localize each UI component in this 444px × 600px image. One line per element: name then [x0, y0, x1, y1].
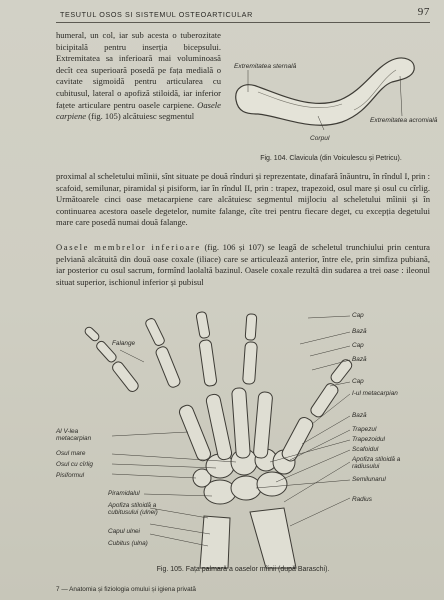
- label-left-4: Pisiformul: [56, 472, 85, 479]
- figure-104-caption: Fig. 104. Clavicula (din Voiculescu și Petricu).: [260, 155, 402, 162]
- carpal-term: Oasele carpiene: [56, 99, 221, 122]
- label-left-2: Osul mare: [56, 450, 86, 457]
- label-left-0: Falange: [112, 340, 136, 347]
- label-right-10: Apofiza stiloidă a radiusului: [352, 456, 401, 470]
- figure-105-caption: Fig. 105. Fața palmară a oaselor mîinii (după Baraschi).: [156, 566, 330, 573]
- label-left-3: Osul cu cîrlig: [56, 461, 93, 468]
- label-left-5: Piramidalul: [108, 490, 140, 497]
- lower-limb-text: (fig. 106 și 107) se leagă de scheletul trunchiului prin centura pelviană alcătuită din două oase coxale (iliace) care se articulează anterior, între ele, prin simfiza pubiană, iar posterior cu osul sacrum, formînd laolaltă bazinul. Oasele coxale rezultă din sudarea a trei oase : ileonul situat superior, ischionul inferior și pubisul: [56, 242, 430, 287]
- lower-limb-paragraph: [56, 242, 430, 288]
- metacarpal-2: [253, 392, 273, 459]
- label-right-3: Bază: [352, 356, 367, 363]
- label-left-1: Al V-lea metacarpian: [56, 428, 92, 442]
- label-right-12: Radius: [352, 496, 372, 503]
- label-right-9: Scafoidul: [352, 446, 379, 453]
- intro-column-text: [56, 30, 221, 123]
- clavicle-figure: [224, 30, 438, 164]
- metacarpal-5: [178, 403, 213, 462]
- label-right-8: Trapezoidul: [352, 436, 385, 443]
- metacarpal-1: [280, 415, 315, 463]
- label-right-5: I-ul metacarpian: [352, 390, 398, 397]
- intro-tail: (fig. 105) alcătuiesc segmentul: [86, 111, 195, 122]
- label-right-0: Cap: [352, 312, 364, 319]
- label-left-7: Capul ulnei: [108, 528, 140, 535]
- acromial-label: Extremitatea acromială: [370, 117, 438, 124]
- intro-text: humeral, un col, iar sub acesta o tuberozitate bicipitală pentru inserția bicepsului. Extremitatea sa inferioară mai voluminoasă decît cea superioară posedă pe fața medială o cavitate sigmoidă pentru articularea cu cubitusul, lateral o apofiză stiloidă, iar inferior fațete articulare pentru oasele carpiene.: [56, 30, 221, 110]
- chapter-title: TESUTUL OSOS SI SISTEMUL OSTEOARTICULAR: [60, 10, 253, 19]
- sternal-label: Extremitatea sternală: [234, 63, 297, 70]
- carpal-paragraph: proximal al scheletului mîinii, sînt situate pe două rînduri și reprezentate, dinafară înăuntru, în rîndul I, prin : scafoid, semilunar, piramidal și pisiform, iar în rîndul II, prin : trapez, trapezoid, osul mare și osul cu cîrlig. Următoarele cinci oase metacarpiene care alcătuiesc segmentul mijlociu al scheletului mîinii și în continuarea acestora oasele degetelor, numite falange, cîte trei pentru fiecare deget, cu excepția degetului mare care posedă numai două falange.: [56, 171, 430, 228]
- page-footer: 7 — Anatomia și fiziologia omului și igiena privată: [56, 586, 196, 593]
- label-right-7: Trapezul: [352, 426, 377, 433]
- label-right-1: Bază: [352, 328, 367, 335]
- label-right-6: Bază: [352, 412, 367, 419]
- page-number: 97: [417, 6, 430, 18]
- label-left-6: Apofiza stiloidă a cubitusului (ulnei): [108, 502, 158, 516]
- label-right-4: Cap: [352, 378, 364, 385]
- lower-limb-heading: Oasele membrelor inferioare: [56, 242, 201, 252]
- label-left-8: Cubitus (ulna): [108, 540, 148, 547]
- label-right-11: Semilunarul: [352, 476, 386, 483]
- label-right-2: Cap: [352, 342, 364, 349]
- scaphoid-bone: [257, 472, 287, 496]
- ulna-bone: [200, 516, 230, 568]
- header-rule: [56, 22, 430, 23]
- running-header: [60, 6, 432, 22]
- body-label: Corpul: [310, 135, 330, 142]
- metacarpal-3: [232, 388, 251, 459]
- radius-bone: [250, 508, 296, 568]
